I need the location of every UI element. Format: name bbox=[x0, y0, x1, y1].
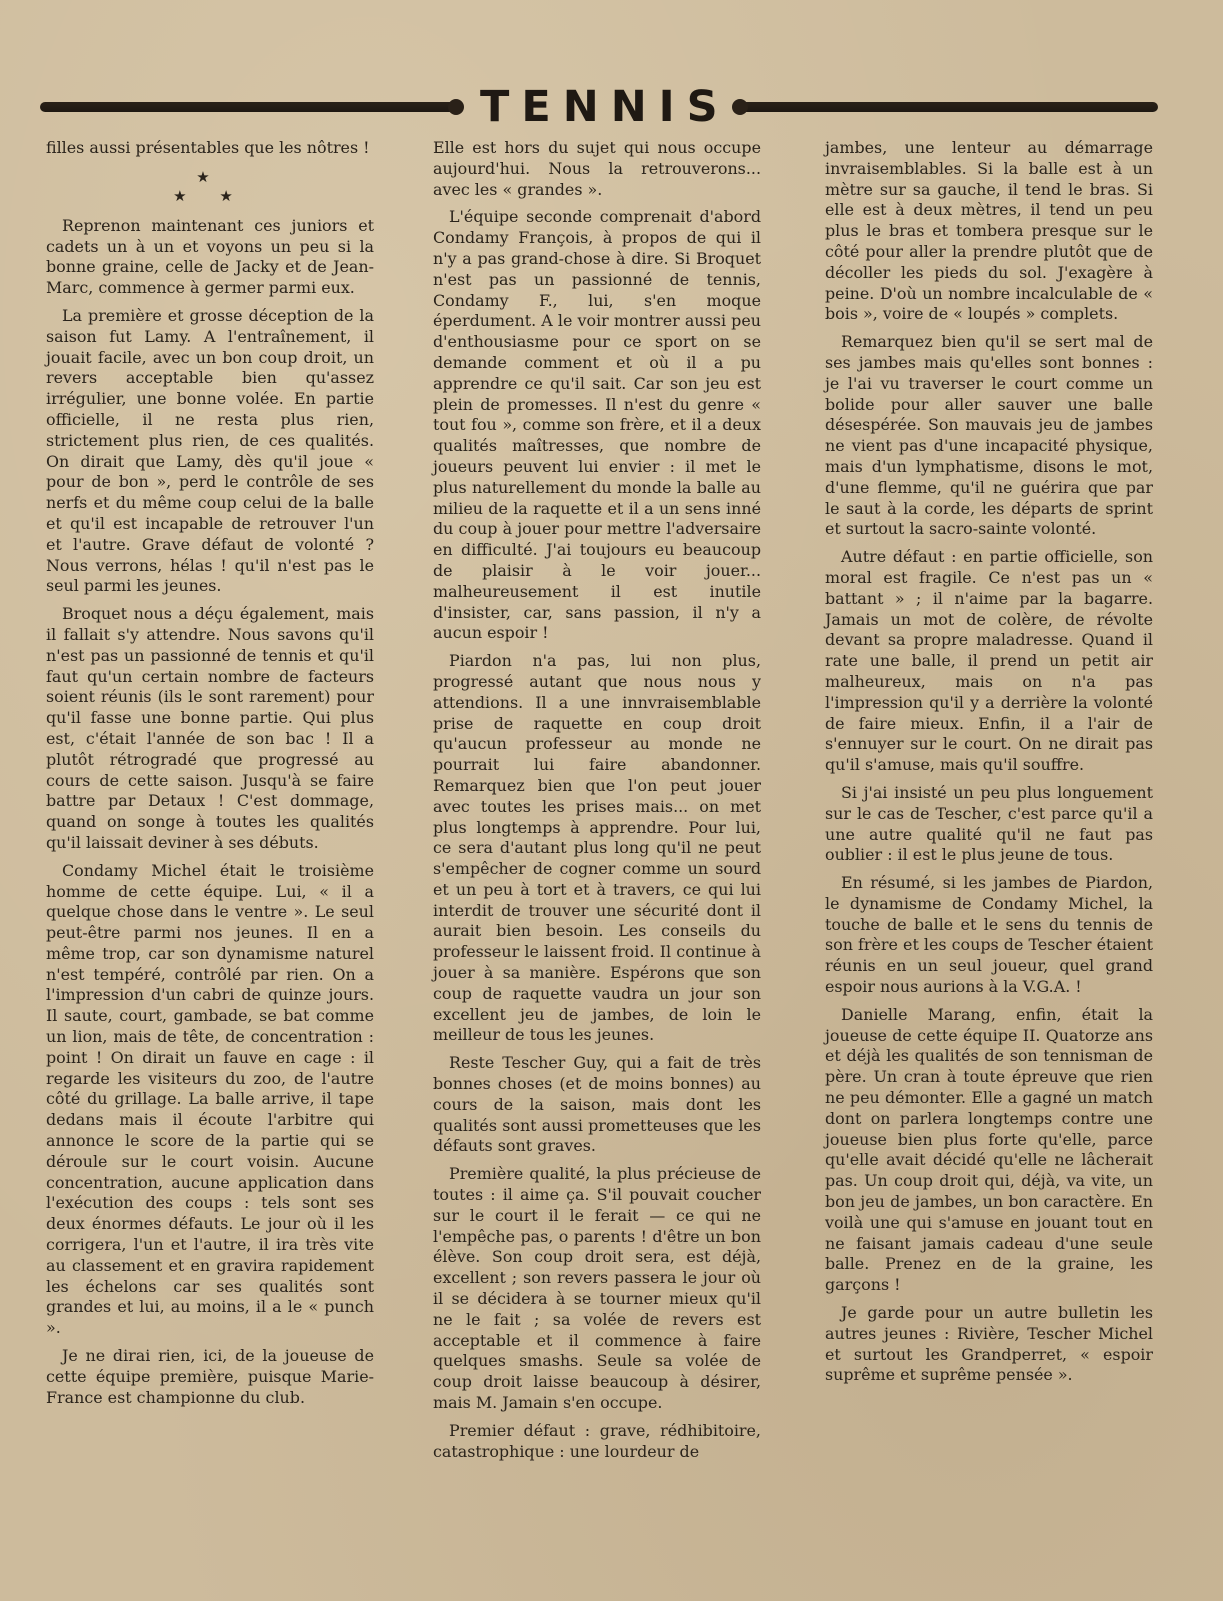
paragraph: Remarquez bien qu'il se sert mal de ses jambes mais qu'elles sont bonnes : je l'ai vu traverser le court comme un bolide pour aller sauver une balle désespérée. Son mauvais jeu de jambes ne vient pas d'une incapacité physique, mais d'un lymphatisme, disons le mot, d'une flemme, qu'il ne guérira que par le saut à la corde, les départs de sprint et surtout la sacro-sainte volonté. bbox=[825, 332, 1153, 539]
paragraph: L'équipe seconde comprenait d'abord Condamy François, à propos de qui il n'y a pas grand-chose à dire. Si Broquet n'est pas un passionné de tennis, Condamy F., lui, s'en moque éperdument. A le voir montrer aussi peu d'enthousiasme pour ce sport on se demande comment et où il a pu apprendre ce qu'il sait. Car son jeu est plein de promesses. Il n'est du genre « tout fou », comme son frère, et il a deux qualités maîtresses, que nombre de joueurs peuvent lui envier : il met le plus naturellement du monde la balle au milieu de la raquette et il a un sens inné du coup à jouer pour mettre l'adversaire en difficulté. J'ai toujours eu beaucoup de plaisir à le voir jouer... malheureusement il est inutile d'insister, car, sans passion, il n'y a aucun espoir ! bbox=[433, 207, 761, 643]
paragraph: Elle est hors du sujet qui nous occupe aujourd'hui. Nous la retrouverons... avec les « grandes ». bbox=[433, 138, 761, 199]
paragraph: Première qualité, la plus précieuse de toutes : il aime ça. S'il pouvait coucher sur le court il le ferait — ce qui ne l'empêche pas, o parents ! d'être un bon élève. Son coup droit sera, est déjà, excellent ; son revers passera le jour où il se décidera à se tourner mieux qu'il ne le fait ; sa volée de revers est acceptable et il commence à faire quelques smashs. Seule sa volée de coup droit laisse beaucoup à désirer, mais M. Jamain s'en occupe. bbox=[433, 1164, 761, 1413]
paragraph: En résumé, si les jambes de Piardon, le dynamisme de Condamy Michel, la touche de balle et le sens du tennis de son frère et les coups de Tescher étaient réunis en un seul joueur, quel grand espoir nous aurions à la V.G.A. ! bbox=[825, 873, 1153, 997]
section-title: TENNIS bbox=[480, 82, 730, 132]
paragraph: jambes, une lenteur au démarrage invraisemblables. Si la balle est à un mètre sur sa gauche, il tend le bras. Si elle est à deux mètres, il tend un peu plus le bras et tombera presque sur le côté pour aller la prendre plutôt que de décoller les pieds du sol. J'exagère à peine. D'où un nombre incalculable de « bois », voire de « loupés » complets. bbox=[825, 138, 1153, 324]
star-icon: ★ bbox=[196, 167, 224, 186]
paragraph: filles aussi présentables que les nôtres ! bbox=[46, 138, 370, 157]
paragraph: Reprenon maintenant ces juniors et cadets un à un et voyons un peu si la bonne graine, celle de Jacky et de Jean-Marc, commence à germer parmi eux. bbox=[46, 215, 374, 298]
star-separator bbox=[46, 168, 374, 206]
section-header bbox=[40, 84, 1158, 130]
paragraph: Danielle Marang, enfin, était la joueuse de cette équipe II. Quatorze ans et déjà les qualités de son tennisman de père. Un cran à toute épreuve que rien ne peu démonter. Elle a gagné un match dont on parlera longtemps contre une joueuse bien plus forte qu'elle, parce qu'elle avait décidé qu'elle ne lâcherait pas. Un coup droit qui, déjà, va vite, un bon jeu de jambes, un bon caractère. En voilà une qui s'amuse en jouant tout en ne faisant jamais cadeau d'une seule balle. Prenez en de la graine, les garçons ! bbox=[825, 1004, 1153, 1295]
column-2 bbox=[433, 138, 761, 1469]
paragraph: Premier défaut : grave, rédhibitoire, catastrophique : une lourdeur de bbox=[433, 1420, 761, 1461]
column-3 bbox=[825, 138, 1153, 1393]
paragraph: Si j'ai insisté un peu plus longuement sur le cas de Tescher, c'est parce qu'il a une autre qualité qu'il ne faut pas oublier : il est le plus jeune de tous. bbox=[825, 782, 1153, 865]
header-rule-left bbox=[40, 102, 458, 112]
paragraph: Je ne dirai rien, ici, de la joueuse de cette équipe première, puisque Marie-France est championne du club. bbox=[46, 1346, 374, 1407]
column-1 bbox=[46, 138, 374, 1415]
paragraph: Je garde pour un autre bulletin les autres jeunes : Rivière, Tescher Michel et surtout les Grandperret, « espoir suprême et suprême pensée ». bbox=[825, 1303, 1153, 1385]
paragraph: Broquet nous a déçu également, mais il fallait s'y attendre. Nous savons qu'il n'est pas un passionné de tennis et qu'il faut qu'un certain nombre de facteurs soient réunis (ils le sont rarement) pour qu'il fasse une bonne partie. Qui plus est, c'était l'année de son bac ! Il a plutôt rétrogradé que progressé au cours de cette saison. Jusqu'à se faire battre par Detaux ! C'est dommage, quand on songe à toutes les qualités qu'il laissait deviner à ses débuts. bbox=[46, 604, 374, 852]
paragraph: Condamy Michel était le troisième homme de cette équipe. Lui, « il a quelque chose dans le ventre ». Le seul peut-être parmi nos jeunes. Il en a même trop, car son dynamisme naturel n'est tempéré, contrôlé par rien. On a l'impression d'un cabri de quinze jours. Il saute, court, gambade, se bat comme un lion, mais de tête, de concentration : point ! On dirait un fauve en cage : il regarde les visiteurs du zoo, de l'autre côté du grillage. La balle arrive, il tape dedans mais il écoute l'arbitre qui annonce le score de la partie qui se déroule sur le court voisin. Aucune concentration, aucune application dans l'exécution des coups : tels sont ses deux énormes défauts. Le jour où il les corrigera, l'un et l'autre, il ira très vite au classement et en gravira rapidement les échelons car ses qualités sont grandes et lui, au moins, il a le « punch ». bbox=[46, 860, 374, 1338]
star-icon: ★ ★ bbox=[173, 186, 247, 205]
paragraph: Autre défaut : en partie officielle, son moral est fragile. Ce n'est pas un « battant » ; il n'aime par la bagarre. Jamais un mot de colère, de révolte devant sa propre maladresse. Quand il rate une balle, il prend un petit air malheureux, mais on n'a pas l'impression qu'il y a derrière la volonté de faire mieux. Enfin, il a l'air de s'ennuyer sur le court. On ne dirait pas qu'il s'amuse, mais qu'il souffre. bbox=[825, 547, 1153, 775]
paragraph: Piardon n'a pas, lui non plus, progressé autant que nous nous y attendions. Il a une innvraisemblable prise de raquette en coup droit qu'aucun professeur au monde ne pourrait lui faire abandonner. Remarquez bien que l'on peut jouer avec toutes les prises mais... on met plus longtemps à apprendre. Pour lui, ce sera d'autant plus long qu'il ne peut s'empêcher de cogner comme un sourd et un peu à tort et à travers, ce qui lui interdit de trouver une sécurité dont il aurait bien besoin. Les conseils du professeur le laissent froid. Il continue à jouer à sa manière. Espérons que son coup de raquette vaudra un jour son excellent jeu de jambes, de loin le meilleur de tous les jeunes. bbox=[433, 651, 761, 1045]
header-rule-right bbox=[738, 102, 1158, 112]
paragraph: La première et grosse déception de la saison fut Lamy. A l'entraînement, il jouait facile, avec un bon coup droit, un revers acceptable bien qu'assez irrégulier, une bonne volée. En partie officielle, il ne resta plus rien, strictement plus rien, de ces qualités. On dirait que Lamy, dès qu'il joue « pour de bon », perd le contrôle de ses nerfs et du même coup celui de la balle et qu'il est incapable de retrouver l'un et l'autre. Grave défaut de volonté ? Nous verrons, hélas ! qu'il n'est pas le seul parmi les jeunes. bbox=[46, 305, 374, 596]
paragraph: Reste Tescher Guy, qui a fait de très bonnes choses (et de moins bonnes) au cours de la saison, mais dont les qualités sont aussi prometteuses que les défauts sont graves. bbox=[433, 1053, 761, 1156]
